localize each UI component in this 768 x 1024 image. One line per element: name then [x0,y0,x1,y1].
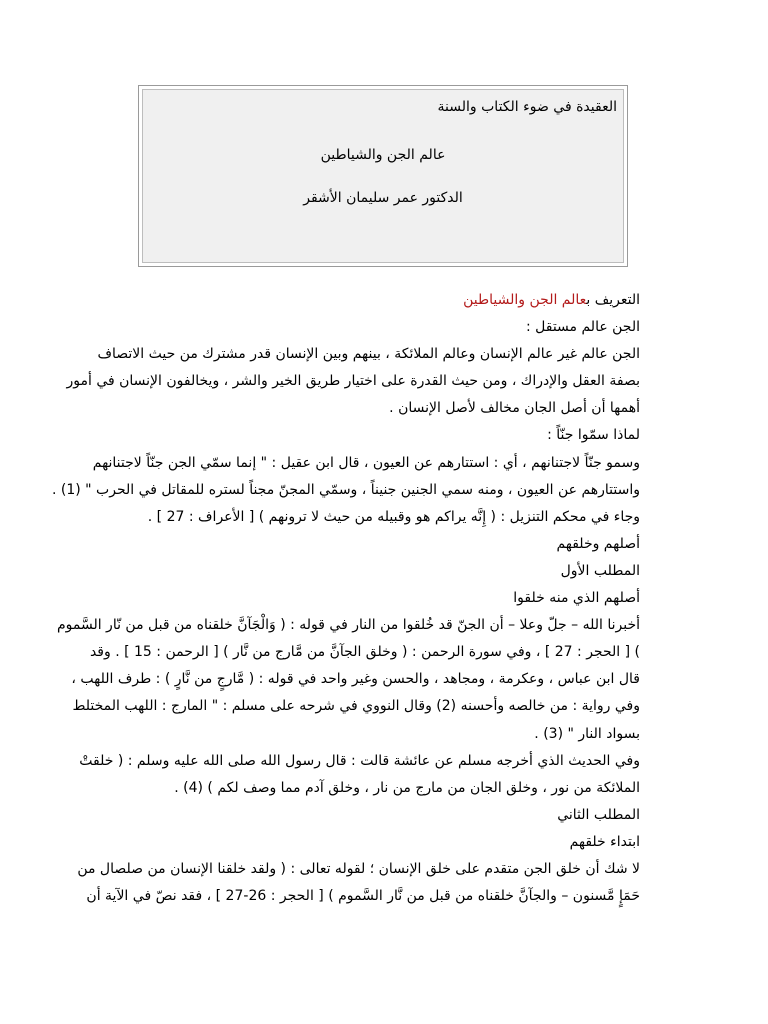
paragraph-line: وسمو جنّاً لاجتنانهم ، أي : استتارهم عن العيون ، قال ابن عقيل : " إنما سمّي الجن جنّاً لاجتنانهم [92,454,640,471]
subheading: ابتداء خلقهم [569,833,640,850]
paragraph-line: بصفة العقل والإدراك ، ومن حيث القدرة على اختيار طريق الخير والشر ، ويخالفون الإنسان في أمور [66,373,640,390]
paragraph-line: وفي الحديث الذي أخرجه مسلم عن عائشة قالت : قال رسول الله صلى الله عليه وسلم : ( خلقتْ [79,752,640,769]
subheading: لماذا سمّوا جنّاً : [547,427,640,444]
document-title: عالم الجن والشياطين [320,147,446,163]
subheading: أصلهم وخلقهم [556,535,640,552]
subheading: الجن عالم مستقل : [525,319,640,336]
paragraph-line: الملائكة من نور ، وخلق الجان من مارج من نار ، وخلق آدم مما وصف لكم ) (4) . [174,779,640,796]
subheading: أصلهم الذي منه خلقوا [513,590,640,607]
heading-prefix: التعريف ب [586,292,640,308]
paragraph-line: بسواد النار " (3) . [534,725,640,742]
paragraph-line: ) [ الحجر : 27 ] ، وفي سورة الرحمن : ( وخلق الجآنَّ من مَّارج من نَّار ) [ الرحمن : 15 ] . وقد [89,644,640,661]
subheading: المطلب الأول [560,562,640,579]
paragraph-line: وفي رواية : من خالصه وأحسنه (2) وقال النووي في شرحه على مسلم : " المارج : اللهب المختلط [72,698,640,715]
paragraph-line: لا شك أن خلق الجن متقدم على خلق الإنسان ؛ لقوله تعالى : ( ولقد خلقنا الإنسان من صلصال من [77,860,640,877]
heading-accent: عالم الجن والشياطين [463,292,587,308]
book-title: العقيدة في ضوء الكتاب والسنة [437,99,617,115]
paragraph-line: قال ابن عباس ، وعكرمة ، ومجاهد ، والحسن وغير واحد في قوله : ( مَّارجٍ من نَّارٍ ) : طرف اللهب ، [71,671,640,688]
paragraph-line: حَمَإٍ مَّسنون – والجآنَّ خلقناه من قبل من نَّار السَّموم ) [ الحجر : 26-27 ] ، فقد نصّ في الآية أن [86,888,640,905]
paragraph-line: الجن عالم غير عالم الإنسان وعالم الملائكة ، بينهم وبين الإنسان قدر مشترك من حيث الاتصاف [97,346,640,363]
paragraph-line: واستتارهم عن العيون ، ومنه سمي الجنين جنيناً ، وسمّي المجنّ مجناً لستره للمقاتل في الحرب " (1) . [51,481,640,498]
section-heading [128,291,640,318]
paragraph-line: وجاء في محكم التنزيل : ( إِنَّه يراكم هو وقبيله من حيث لا ترونهم ) [ الأعراف : 27 ] . [147,508,640,525]
author-name: الدكتور عمر سليمان الأشقر [303,190,463,206]
title-box [138,85,628,267]
paragraph-line: أخبرنا الله – جلّ وعلا – أن الجنّ قد خُلقوا من النار في قوله : ( وَالْجَآنَّ خلقناه من قبل من نّار السَّموم [56,617,640,634]
paragraph-line: أهمها أن أصل الجان مخالف لأصل الإنسان . [389,400,640,417]
document-body [51,291,640,914]
subheading: المطلب الثاني [557,806,640,823]
